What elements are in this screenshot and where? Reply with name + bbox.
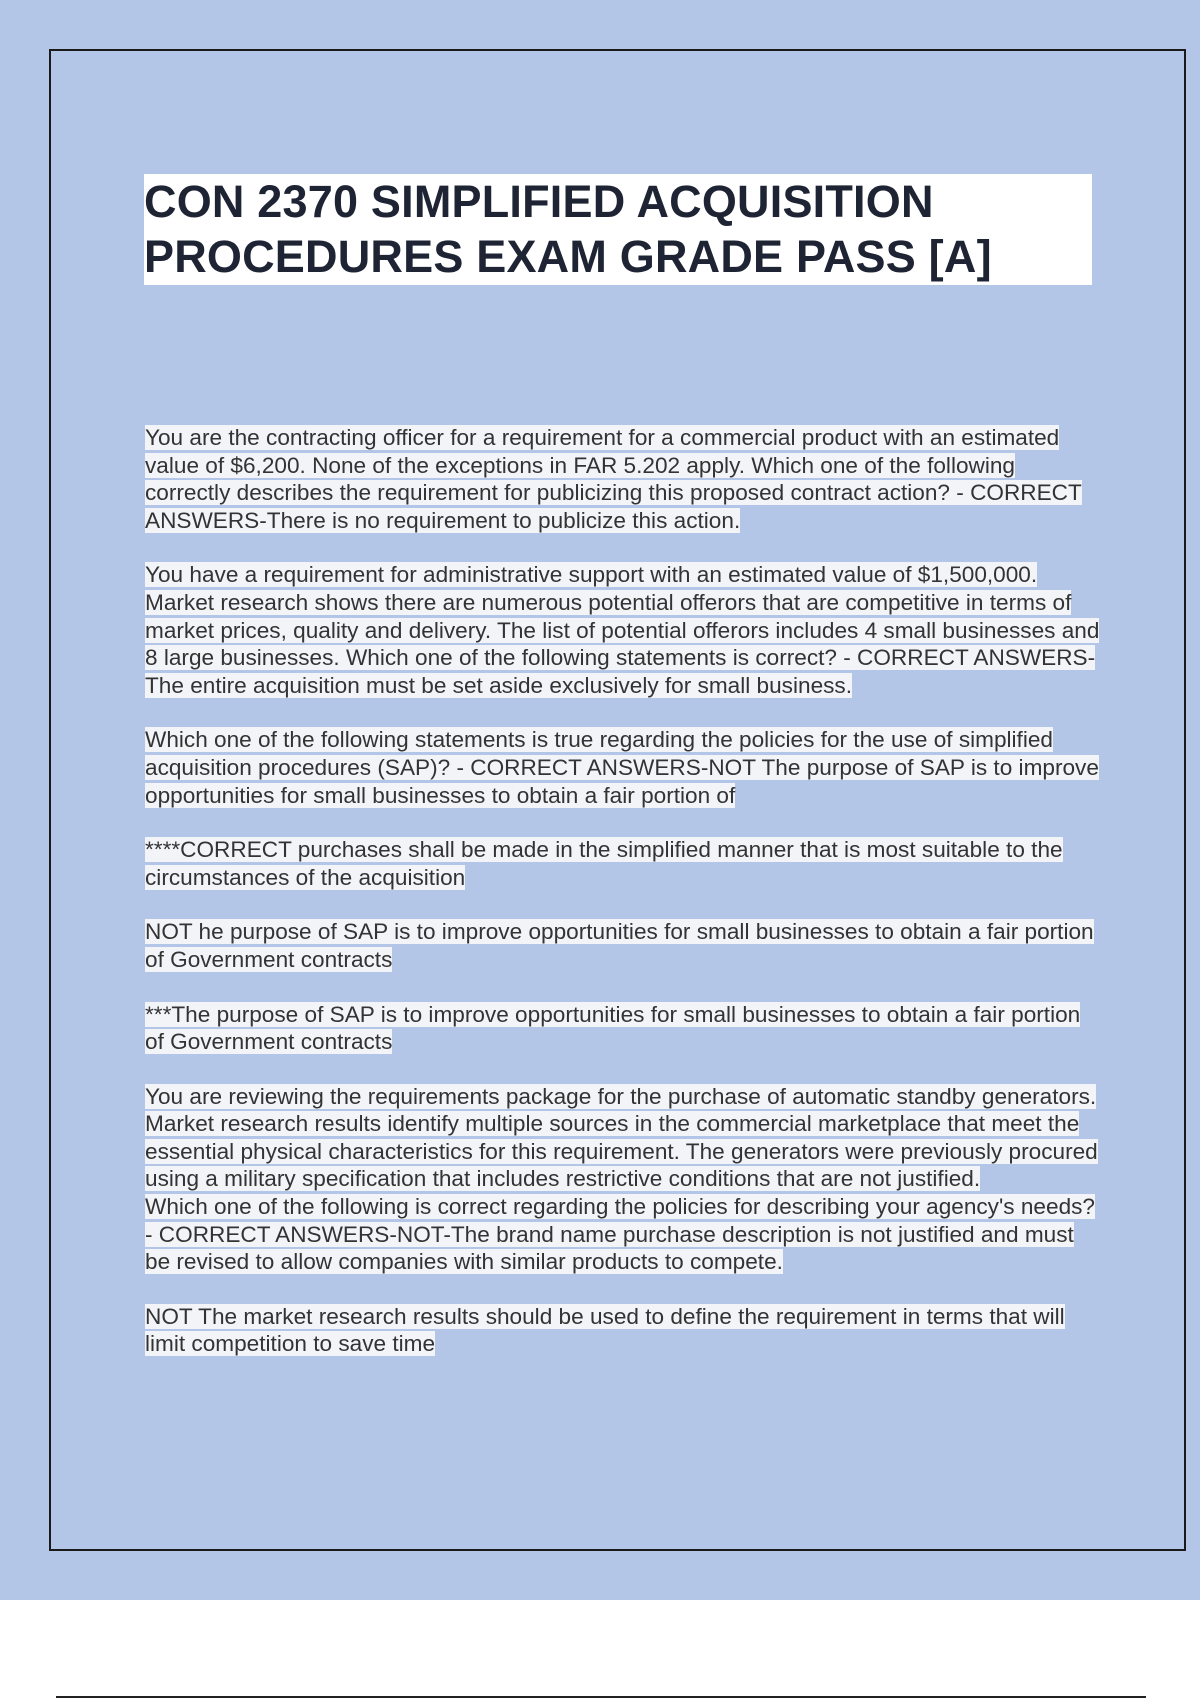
- paragraph-2: [145, 561, 1105, 699]
- paragraph-9: [145, 1303, 1105, 1358]
- paragraph-text: ****CORRECT purchases shall be made in the simplified manner that is most suitable to the circumstances of the acquisition: [145, 837, 1063, 890]
- paragraph-8: [145, 1193, 1105, 1276]
- title-block: [144, 174, 1092, 285]
- paragraph-5: [145, 918, 1105, 973]
- paragraph-text: You are reviewing the requirements package for the purchase of automatic standby generators. Market research results identify multiple sources in the commercial marketplace that meet the essential physical characteristics for this requirement. The generators were previously procured using a military specification that includes restrictive conditions that are not justified.: [145, 1083, 1098, 1192]
- paragraph-7: [145, 1083, 1105, 1193]
- paragraph-text: You have a requirement for administrative support with an estimated value of $1,500,000. Market research shows there are numerous potential offerors that are competitive in terms of market prices, quality and delivery. The list of potential offerors includes 4 small businesses and 8 large businesses. Which one of the following statements is correct? - CORRECT ANSWERS-The entire acquisition must be set aside exclusively for small business.: [145, 562, 1100, 698]
- paragraph-4: [145, 836, 1105, 891]
- footer-rule: [56, 1696, 1146, 1698]
- paragraph-text: NOT The market research results should be used to define the requirement in terms that will limit competition to save time: [145, 1303, 1065, 1357]
- paragraph-6: [145, 1001, 1105, 1056]
- paragraph-text: ***The purpose of SAP is to improve opportunities for small businesses to obtain a fair portion of Government contracts: [145, 1001, 1081, 1055]
- paragraph-text: You are the contracting officer for a requirement for a commercial product with an estimated value of $6,200. None of the exceptions in FAR 5.202 apply. Which one of the following correctly describes the requirement for publicizing this proposed contract action? - CORRECT ANSWERS-There is no requirement to publicize this action.: [145, 425, 1082, 533]
- paragraph-1: [145, 424, 1105, 534]
- document-title: CON 2370 SIMPLIFIED ACQUISITION PROCEDURES EXAM GRADE PASS [A]: [144, 176, 992, 282]
- paragraph-text: Which one of the following statements is true regarding the policies for the use of simplified acquisition procedures (SAP)? - CORRECT ANSWERS-NOT The purpose of SAP is to improve opportunities for small businesses to obtain a fair portion of: [145, 727, 1099, 808]
- paragraph-text: NOT he purpose of SAP is to improve opportunities for small businesses to obtain a fair portion of Government contracts: [145, 919, 1094, 972]
- paragraph-3: [145, 726, 1105, 809]
- paragraph-text: Which one of the following is correct regarding the policies for describing your agency's needs? - CORRECT ANSWERS-NOT-The brand name purchase description is not justified and must be revised to allow companies with similar products to compete.: [145, 1194, 1095, 1275]
- document-body: [145, 424, 1105, 1385]
